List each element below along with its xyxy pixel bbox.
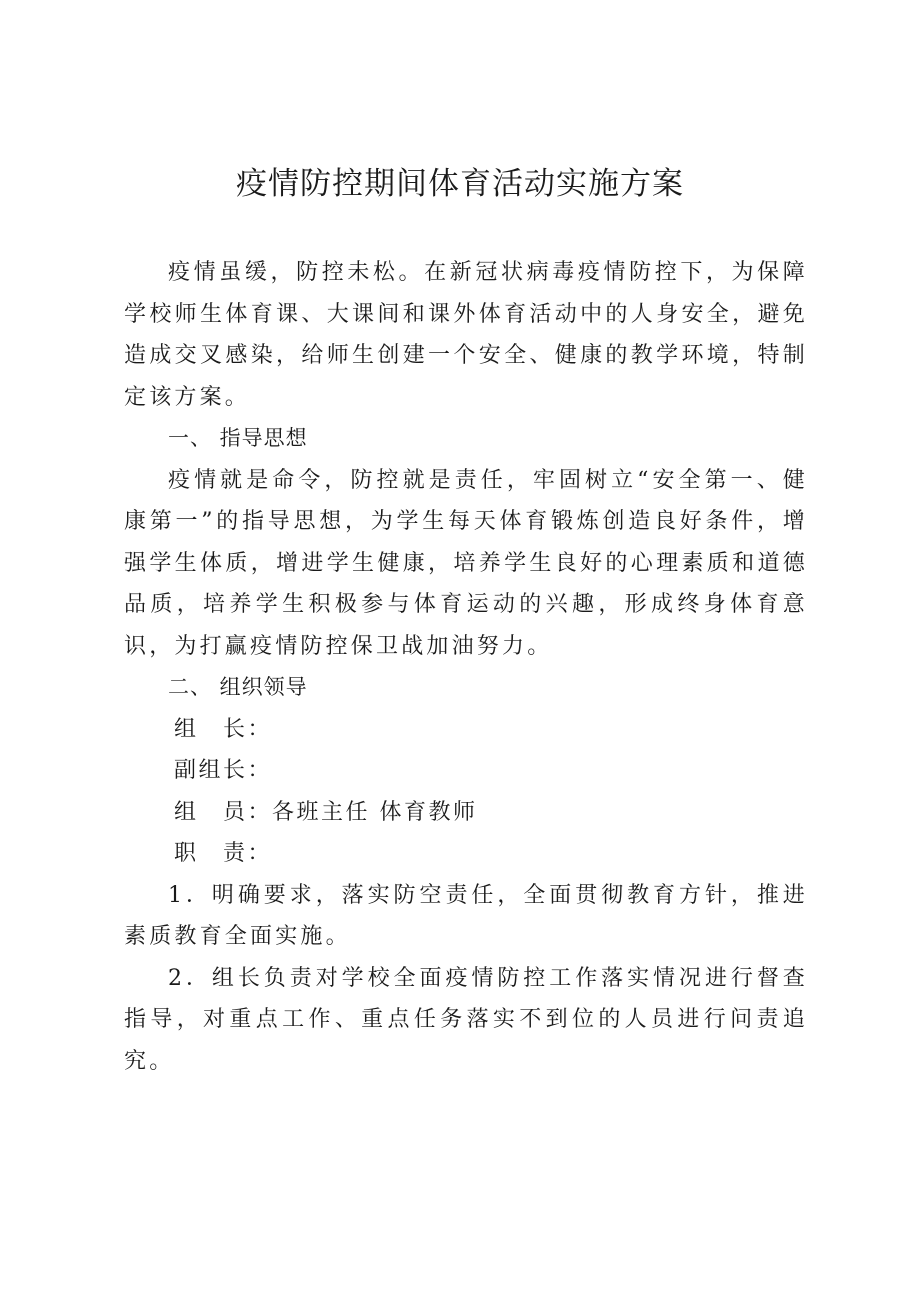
intro-paragraph: 疫情虽缓，防控未松。在新冠状病毒疫情防控下，为保障学校师生体育课、大课间和课外体育活动中的人身安全，避免造成交叉感染，给师生创建一个安全、健康的教学环境，特制定该方案。 — [124, 260, 808, 410]
duty-item-2: 2．组长负责对学校全面疫情防控工作落实情况进行督查指导，对重点工作、重点任务落实不到位的人员进行问责追究。 — [124, 965, 808, 1074]
guiding-ideology-paragraph: 疫情就是命令，防控就是责任，牢固树立“安全第一、健康第一”的指导思想，为学生每天体育锻炼创造良好条件，增强学生体质，增进学生健康，培养学生良好的心理素质和道德品质，培养学生积极参与体育运动的兴趣，形成终身体育意识，为打赢疫情防控保卫战加油努力。 — [124, 467, 808, 659]
duties-line: 职 责： — [174, 841, 273, 866]
document-body — [124, 252, 808, 1082]
document-title: 疫情防控期间体育活动实施方案 — [236, 166, 684, 202]
leader-line: 组 长： — [174, 716, 273, 742]
section-heading-organization: 二、 组织领导 — [168, 675, 308, 699]
deputy-leader-line: 副组长： — [174, 758, 273, 783]
members-line: 组 员：各班主任 体育教师 — [174, 799, 478, 825]
duty-item-1: 1．明确要求，落实防空责任，全面贯彻教育方针，推进素质教育全面实施。 — [124, 882, 808, 949]
section-heading-guiding-ideology: 一、 指导思想 — [168, 426, 308, 450]
